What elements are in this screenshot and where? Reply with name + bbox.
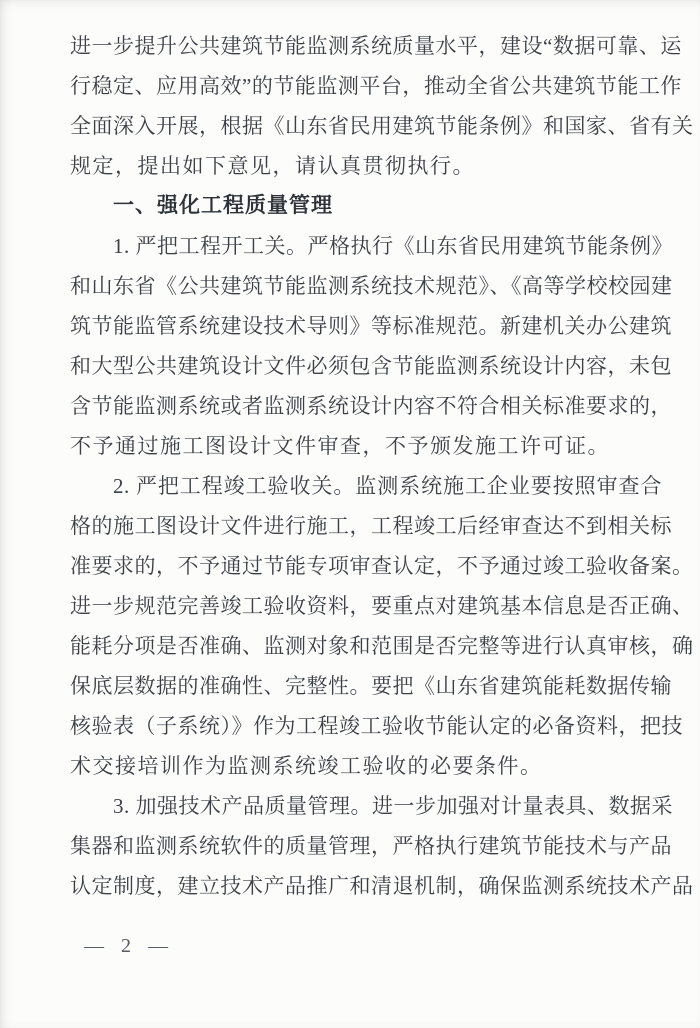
text-line: 格的施工图设计文件进行施工，工程竣工后经审查达不到相关标 <box>70 514 672 538</box>
text-line: 和山东省《公共建筑节能监测系统技术规范》、《高等学校校园建 <box>70 274 673 298</box>
text-line: 集器和监测系统软件的质量管理，严格执行建筑节能技术与产品 <box>70 834 672 858</box>
text-line: 规定，提出如下意见，请认真贯彻执行。 <box>70 154 475 178</box>
text-line: 全面深入开展，根据《山东省民用建筑节能条例》和国家、省有关 <box>70 114 694 138</box>
text-line: 核验表（子系统）》作为工程竣工验收节能认定的必备资料，把技 <box>70 714 683 738</box>
text-line: 筑节能监管系统建设技术导则》等标准规范。新建机关办公建筑 <box>70 314 672 338</box>
paragraph <box>70 226 673 466</box>
text-line: 3. 加强技术产品质量管理。进一步加强对计量表具、数据采 <box>113 794 673 818</box>
text-line: 进一步提升公共建筑节能监测系统质量水平，建设“数据可靠、运 <box>70 34 682 58</box>
text-line: 能耗分项是否准确、监测对象和范围是否完整等进行认真审核，确 <box>70 634 694 658</box>
text-line: 进一步规范完善竣工验收资料，要重点对建筑基本信息是否正确、 <box>70 594 694 618</box>
page-number: — 2 — <box>84 935 174 957</box>
section-heading: 一、强化工程质量管理 <box>113 194 333 217</box>
text-line: 不予通过施工图设计文件审查，不予颁发施工许可证。 <box>70 434 610 458</box>
text-line: 1. 严把工程开工关。严格执行《山东省民用建筑节能条例》 <box>113 234 673 258</box>
paragraph <box>70 786 694 906</box>
text-line: 含节能监测系统或者监测系统设计内容不符合相关标准要求的， <box>70 394 672 418</box>
intro-paragraph <box>70 26 694 186</box>
text-line: 认定制度，建立技术产品推广和清退机制，确保监测系统技术产品 <box>70 874 694 898</box>
text-line: 2. 严把工程竣工验收关。监测系统施工企业要按照审查合 <box>113 474 662 498</box>
text-line: 术交接培训作为监测系统竣工验收的必要条件。 <box>70 754 543 778</box>
text-line: 行稳定、应用高效”的节能监测平台，推动全省公共建筑节能工作 <box>70 74 682 98</box>
paragraph <box>70 466 694 786</box>
text-line: 和大型公共建筑设计文件必须包含节能监测系统设计内容，未包 <box>70 354 672 378</box>
text-line: 保底层数据的准确性、完整性。要把《山东省建筑能耗数据传输 <box>70 674 672 698</box>
text-line: 准要求的，不予通过节能专项审查认定，不予通过竣工验收备案。 <box>70 554 694 578</box>
document-body <box>70 26 694 906</box>
